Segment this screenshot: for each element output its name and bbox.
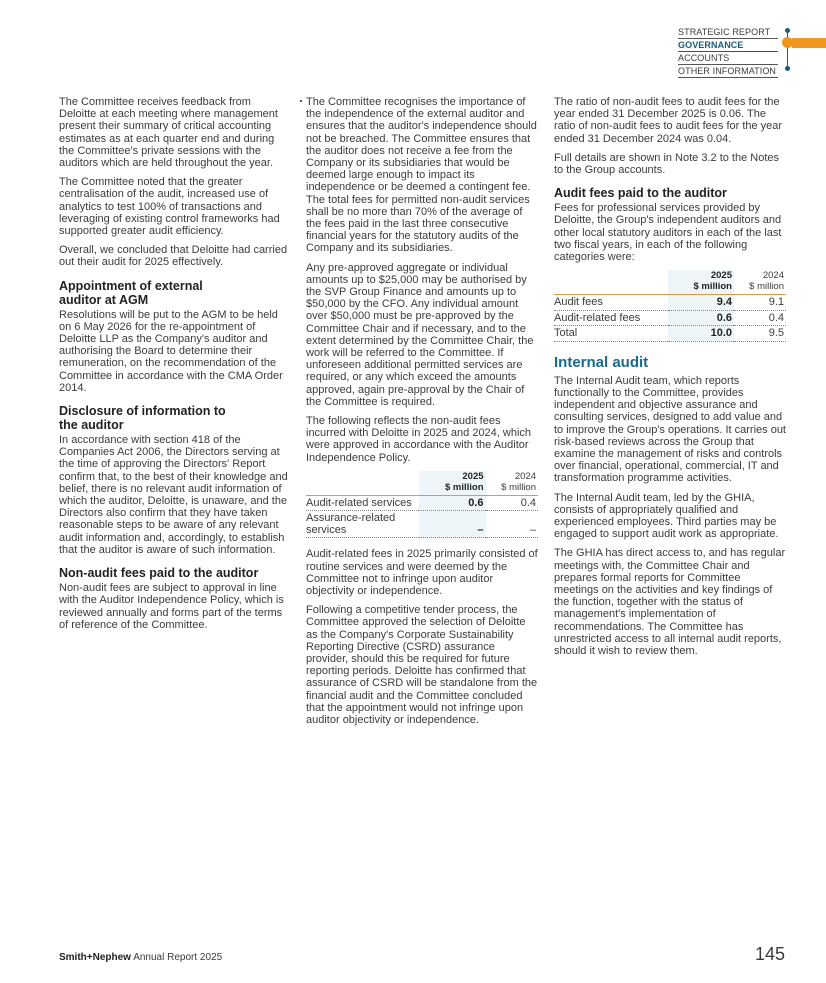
brand-name: Smith+Nephew: [59, 952, 131, 963]
heading-appointment-auditor: Appointment of external auditor at AGM: [59, 278, 203, 307]
column-header-2024: 2024 $ million: [501, 470, 536, 493]
paragraph: The following reflects the non-audit fees incurred with Deloitte in 2025 and 2024, which were approved in accordance with the Auditor Independence Policy.: [306, 415, 532, 464]
nav-strategic-report[interactable]: STRATEGIC REPORT: [678, 26, 778, 39]
column-header-2025: 2025 $ million: [419, 471, 486, 496]
report-title: Annual Report 2025: [133, 952, 223, 963]
column-header-2025: 2025 $ million: [668, 270, 734, 295]
heading-internal-audit: Internal audit: [554, 353, 649, 371]
paragraph: The Committee noted that the greater centralisation of the audit, increased use of analytics to test 100% of transactions and leveraging of existing control frameworks had supported greater audit efficiency.: [59, 176, 280, 238]
nav-governance[interactable]: GOVERNANCE: [678, 39, 778, 52]
audit-fees-table: [554, 270, 786, 342]
paragraph: Resolutions will be put to the AGM to be held on 6 May 2026 for the re-appointment of Deloitte LLP as the Company's auditor and authorising the Board to determine their remuneration, on the recommendation of the Committee in accordance with the CMA Order 2014.: [59, 308, 283, 394]
nav-marker-dot: [785, 28, 790, 33]
paragraph: The Committee receives feedback from Deloitte at each meeting where management present their summary of critical accounting estimates as at each quarter end and during the Committee's private sessions with the auditors which are held throughout the year.: [59, 96, 278, 170]
paragraph: The ratio of non-audit fees to audit fees for the year ended 31 December 2025 is 0.06. The ratio of non-audit fees to audit fees for the year ended 31 December 2024 was 0.04.: [554, 96, 783, 145]
table-row-total: Total 10.0 9.5: [554, 327, 784, 340]
nav-accounts[interactable]: ACCOUNTS: [678, 52, 778, 65]
column-marker: [300, 100, 302, 102]
page-number: 145: [754, 944, 785, 964]
column-2: [306, 96, 538, 733]
paragraph: Full details are shown in Note 3.2 to the Notes to the Group accounts.: [554, 151, 780, 177]
section-nav: [678, 26, 778, 78]
column-3: [554, 96, 786, 664]
non-audit-fees-table: [306, 471, 538, 539]
table-row: Audit fees 9.4 9.1: [554, 296, 784, 309]
paragraph: The Internal Audit team, led by the GHIA, consists of appropriately qualified and experienced employees. Third parties may be engaged to support audit work as appropriate.: [554, 491, 779, 541]
paragraph: Following a competitive tender process, the Committee approved the selection of Deloitte as the Company's Corporate Sustainability Reporting Directive (CSRD) assurance provider, should this be required for future reporting periods. Deloitte has confirmed that assurance of CSRD will be standalone from the financial audit and the Committee concluded that the appointment would not infringe upon auditor objectivity or independence.: [306, 604, 538, 727]
table-row: Audit-related fees 0.6 0.4: [554, 311, 784, 324]
column-header-2024: 2024 $ million: [749, 270, 784, 293]
paragraph: Audit-related fees in 2025 primarily consisted of routine services and were deemed by the Committee not to infringe upon auditor objectivity or independence.: [306, 548, 538, 597]
paragraph: Fees for professional services provided by Deloitte, the Group's independent auditors and other local statutory auditors in each of the last two fiscal years, in each of the following categories were:: [554, 202, 782, 264]
nav-marker-dot: [785, 66, 790, 71]
heading-non-audit-fees: Non-audit fees paid to the auditor: [59, 566, 259, 581]
nav-active-marker: [782, 37, 793, 48]
nav-other-information[interactable]: OTHER INFORMATION: [678, 66, 777, 76]
nav-rail: [787, 29, 788, 69]
paragraph: Overall, we concluded that Deloitte had carried out their audit for 2025 effectively.: [59, 244, 288, 269]
heading-disclosure-information: Disclosure of information to the auditor: [59, 404, 226, 433]
paragraph: Non-audit fees are subject to approval in line with the Auditor Independence Policy, which is reviewed annually and forms part of the terms of reference of the Committee.: [59, 582, 284, 631]
paragraph: In accordance with section 418 of the Companies Act 2006, the Directors serving at the time of approving the Directors' Report confirm that, to the best of their knowledge and belief, there is no relevant audit information of which the auditor, Deloitte, is unaware, and the Directors also confirm that they have taken reasonable steps to be aware of any relevant audit information and, accordingly, to establish that the auditor is aware of such information.: [59, 434, 288, 556]
paragraph: Any pre-approved aggregate or individual amounts up to $25,000 may be authorised by the SVP Group Finance and amounts up to $50,000 by the CFO. Any individual amount over $50,000 must be pre-approved by the Committee Chair and if necessary, and to the extent determined by the Committee Chair, the work will be referred to the Committee. If unforeseen additional permitted services are required, or any which exceed the amounts approved, again pre-approval by the Chair of the Committee is required.: [306, 261, 534, 408]
paragraph: The GHIA has direct access to, and has regular meetings with, the Committee Chair and prepares formal reports for Committee meetings on the activities and key findings of the function, together with the status of management's implementation of recommendations. The Committee has unrestricted access to all internal audit reports, should it wish to review them.: [554, 547, 786, 657]
paragraph: The Internal Audit team, which reports functionally to the Committee, provides independent and objective assurance and consulting services, designed to add value and to improve the Group's operations. It carries out risk-based reviews across the Group that examine the management of risks and controls over financial, operational, commercial, IT and transformation programme activities.: [554, 374, 786, 485]
table-row: Audit-related services 0.6 0.4: [306, 496, 536, 509]
paragraph: The Committee recognises the importance of the independence of the external auditor and ensures that the auditor's independence should not be breached. The Committee ensures that the auditor does not receive a fee from the Company or its subsidiaries that would be deemed large enough to impact its independence or be deemed a contingent fee. The total fees for permitted non-audit services shall be no more than 70% of the average of the fees paid in the last three consecutive financial years for the statutory audits of the Company and its subsidiaries.: [306, 96, 537, 255]
column-1: [59, 96, 291, 638]
heading-audit-fees: Audit fees paid to the auditor: [554, 186, 727, 201]
nav-active-tab: [792, 38, 826, 48]
table-row: Assurance-related services – –: [306, 512, 536, 536]
footer: [59, 952, 222, 963]
